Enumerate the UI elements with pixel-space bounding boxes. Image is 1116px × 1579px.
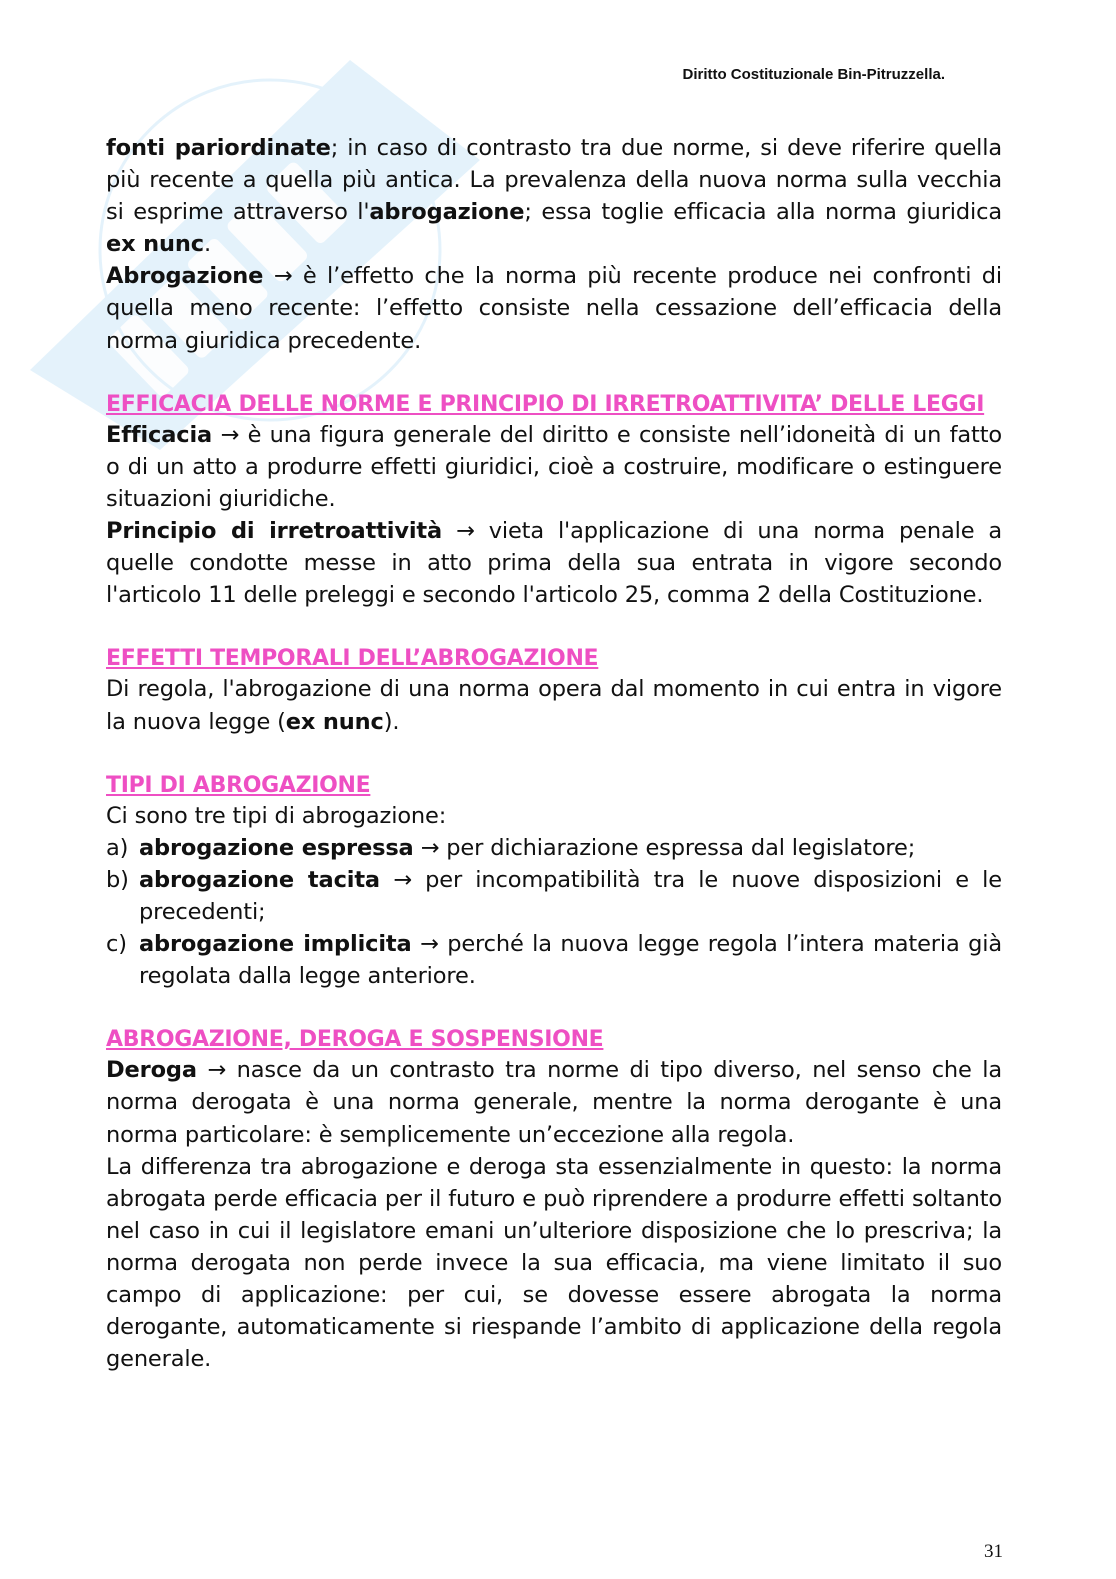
list-item: c) abrogazione implicita → perché la nuova legge regola l’intera materia già regolata dalla legge anteriore.	[106, 931, 1002, 990]
running-header: Diritto Costituzionale Bin-Pitruzzella.	[682, 66, 945, 83]
effetti-temporali-paragraph: Di regola, l'abrogazione di una norma opera dal momento in cui entra in vigore la nuova legge (ex nunc).	[106, 676, 1002, 735]
page-number: 31	[984, 1541, 1003, 1562]
deroga-differenza-paragraph: La differenza tra abrogazione e deroga sta essenzialmente in questo: la norma abrogata perde efficacia per il futuro e può riprendere a produrre effetti soltanto nel caso in cui il legislatore emani un’ulteriore disposizione che lo prescriva; la norma derogata non perde invece la sua efficacia, ma viene limitato il suo campo di applicazione: per cui, se dovesse essere abrogata la norma derogante, automaticamente si riespande l’ambito di applicazione della regola generale.	[106, 1153, 1002, 1373]
irretroattivita-definition: Principio di irretroattività → vieta l'applicazione di una norma penale a quelle condotte messe in atto prima della sua entrata in vigore secondo l'articolo 11 delle preleggi e secondo l'articolo 25, comma 2 della Costituzione.	[106, 518, 1002, 609]
abrogazione-definition: Abrogazione → è l’effetto che la norma più recente produce nei confronti di quella meno recente: l’effetto consiste nella cessazione dell’efficacia della norma giuridica precedente.	[106, 263, 1002, 354]
term-ex-nunc: ex nunc	[106, 231, 204, 258]
efficacia-definition: Efficacia → è una figura generale del diritto e consiste nell’idoneità di un fatto o di un atto a produrre effetti giuridici, cioè a costruire, modificare o estinguere situazioni giuridiche.	[106, 421, 1002, 512]
list-item: b) abrogazione tacita → per incompatibilità tra le nuove disposizioni e le precedenti;	[106, 866, 1002, 925]
section-heading-deroga: ABROGAZIONE, DEROGA E SOSPENSIONE	[106, 1027, 604, 1053]
term-abrogazione: abrogazione	[369, 199, 525, 226]
section-heading-effetti-temporali: EFFETTI TEMPORALI DELL’ABROGAZIONE	[106, 646, 599, 672]
intro-paragraph: fonti pariordinate; in caso di contrasto tra due norme, si deve riferire quella più recente a quella più antica. La prevalenza della nuova norma sulla vecchia si esprime attraverso l'abrogazione; essa toglie efficacia alla norma giuridica ex nunc.	[106, 135, 1002, 258]
term-abrogazione-label: Abrogazione	[106, 263, 264, 290]
list-item: a) abrogazione espressa → per dichiarazione espressa dal legislatore;	[106, 834, 916, 861]
section-heading-efficacia: EFFICACIA DELLE NORME E PRINCIPIO DI IRRETROATTIVITA’ DELLE LEGGI	[106, 391, 985, 417]
deroga-definition: Deroga → nasce da un contrasto tra norme di tipo diverso, nel senso che la norma derogata è una norma generale, mentre la norma derogante è una norma particolare: è semplicemente un’eccezione alla regola.	[106, 1057, 1002, 1148]
tipi-intro: Ci sono tre tipi di abrogazione:	[106, 802, 447, 829]
page-body	[106, 132, 1002, 1375]
term-fonti-pariordinate: fonti pariordinate	[106, 135, 331, 161]
section-heading-tipi-abrogazione: TIPI DI ABROGAZIONE	[106, 772, 371, 798]
